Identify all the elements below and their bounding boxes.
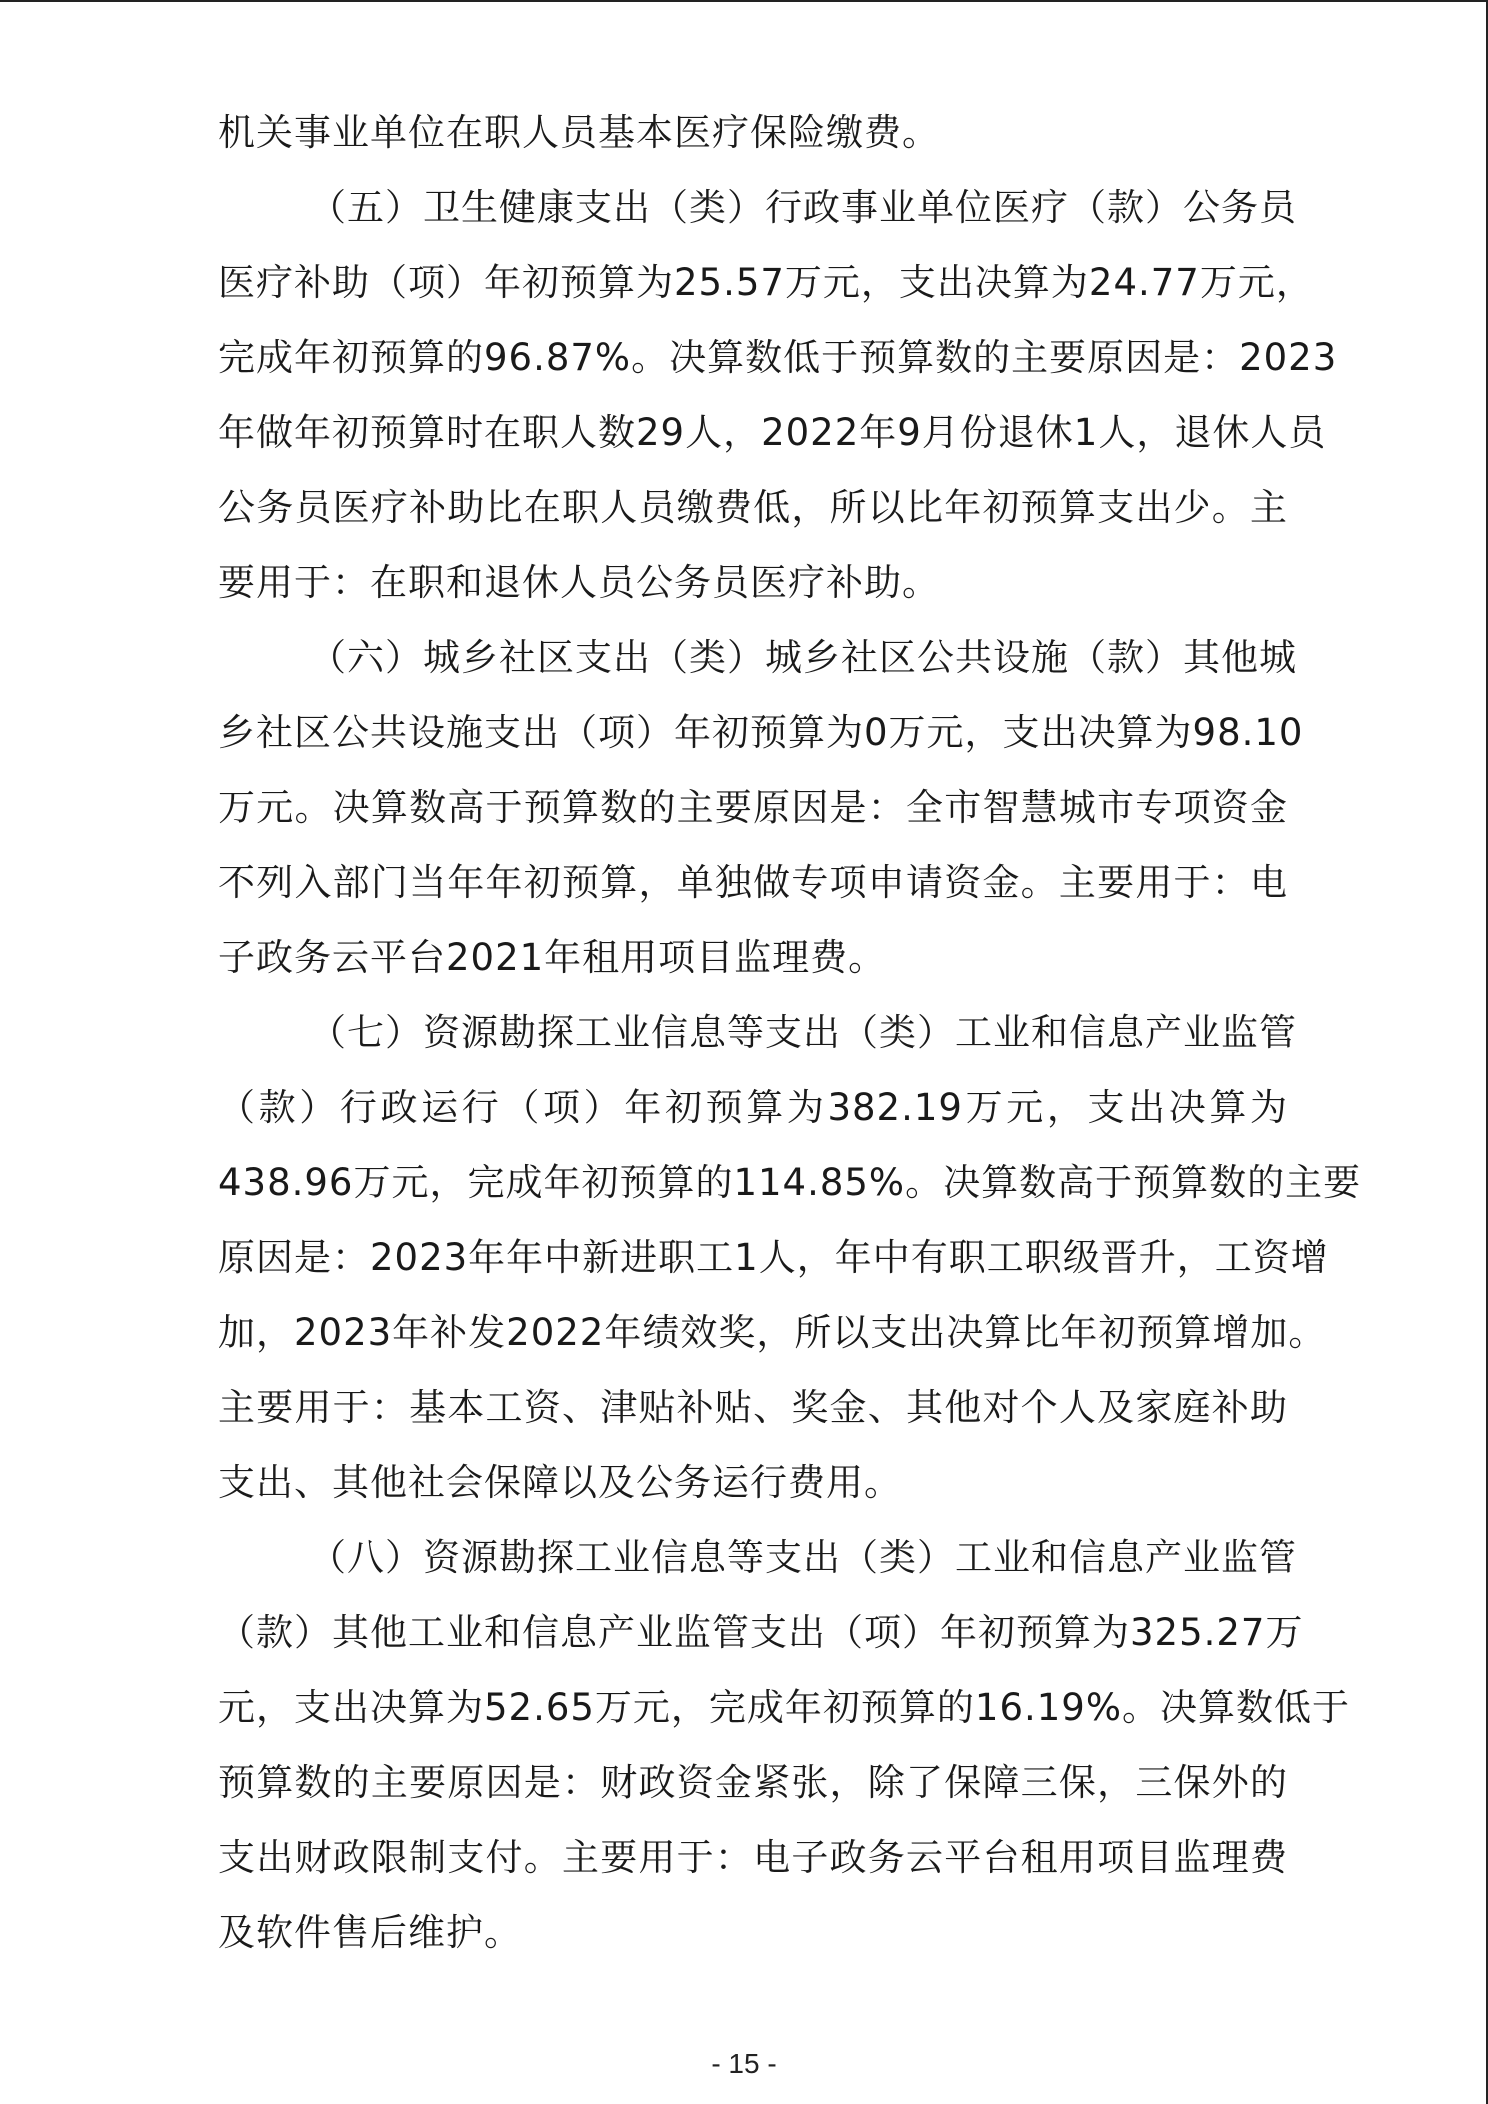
- page-number: - 15 -: [711, 2048, 777, 2079]
- paragraph-8-line: 元，支出决算为52.65万元，完成年初预算的16.19%。决算数低于: [218, 1686, 1351, 1729]
- paragraph-7-line: 支出、其他社会保障以及公务运行费用。: [218, 1461, 902, 1504]
- paragraph-7-line: 加，2023年补发2022年绩效奖，所以支出决算比年初预算增加。: [218, 1311, 1327, 1354]
- paragraph-7-line: （款）行政运行（项）年初预算为382.19万元，支出决算为: [218, 1086, 1288, 1129]
- paragraph-8-line: 支出财政限制支付。主要用于：电子政务云平台租用项目监理费: [218, 1836, 1288, 1879]
- paragraph-6-line: 乡社区公共设施支出（项）年初预算为0万元，支出决算为98.10: [218, 711, 1304, 754]
- paragraph-8-line: 预算数的主要原因是：财政资金紧张，除了保障三保，三保外的: [218, 1761, 1288, 1804]
- paragraph-5-line: 要用于：在职和退休人员公务员医疗补助。: [218, 561, 940, 604]
- paragraph-8-line: 及软件售后维护。: [218, 1911, 522, 1954]
- paragraph-7-line: （七）资源勘探工业信息等支出（类）工业和信息产业监管: [309, 1011, 1297, 1054]
- text-line: 机关事业单位在职人员基本医疗保险缴费。: [218, 111, 940, 154]
- paragraph-5-line: 医疗补助（项）年初预算为25.57万元，支出决算为24.77万元，: [218, 261, 1314, 304]
- paragraph-8-line: （八）资源勘探工业信息等支出（类）工业和信息产业监管: [309, 1536, 1297, 1579]
- paragraph-7-line: 主要用于：基本工资、津贴补贴、奖金、其他对个人及家庭补助: [218, 1386, 1288, 1429]
- paragraph-5-line: 公务员医疗补助比在职人员缴费低，所以比年初预算支出少。主: [218, 486, 1288, 529]
- document-body: [218, 95, 1362, 1970]
- paragraph-6-line: 子政务云平台2021年租用项目监理费。: [218, 936, 887, 979]
- paragraph-6-line: 万元。决算数高于预算数的主要原因是：全市智慧城市专项资金: [218, 786, 1288, 829]
- paragraph-5-line: （五）卫生健康支出（类）行政事业单位医疗（款）公务员: [309, 186, 1297, 229]
- paragraph-7-line: 438.96万元，完成年初预算的114.85%。决算数高于预算数的主要: [218, 1161, 1362, 1204]
- paragraph-6-line: 不列入部门当年年初预算，单独做专项申请资金。主要用于：电: [218, 861, 1288, 904]
- paragraph-5-line: 完成年初预算的96.87%。决算数低于预算数的主要原因是：2023: [218, 336, 1338, 379]
- paragraph-7-line: 原因是：2023年年中新进职工1人，年中有职工职级晋升，工资增: [218, 1236, 1329, 1279]
- paragraph-8-line: （款）其他工业和信息产业监管支出（项）年初预算为325.27万: [218, 1611, 1304, 1654]
- paragraph-5-line: 年做年初预算时在职人数29人，2022年9月份退休1人，退休人员: [218, 411, 1327, 454]
- paragraph-6-line: （六）城乡社区支出（类）城乡社区公共设施（款）其他城: [309, 636, 1297, 679]
- page-top-border: [0, 0, 1488, 2]
